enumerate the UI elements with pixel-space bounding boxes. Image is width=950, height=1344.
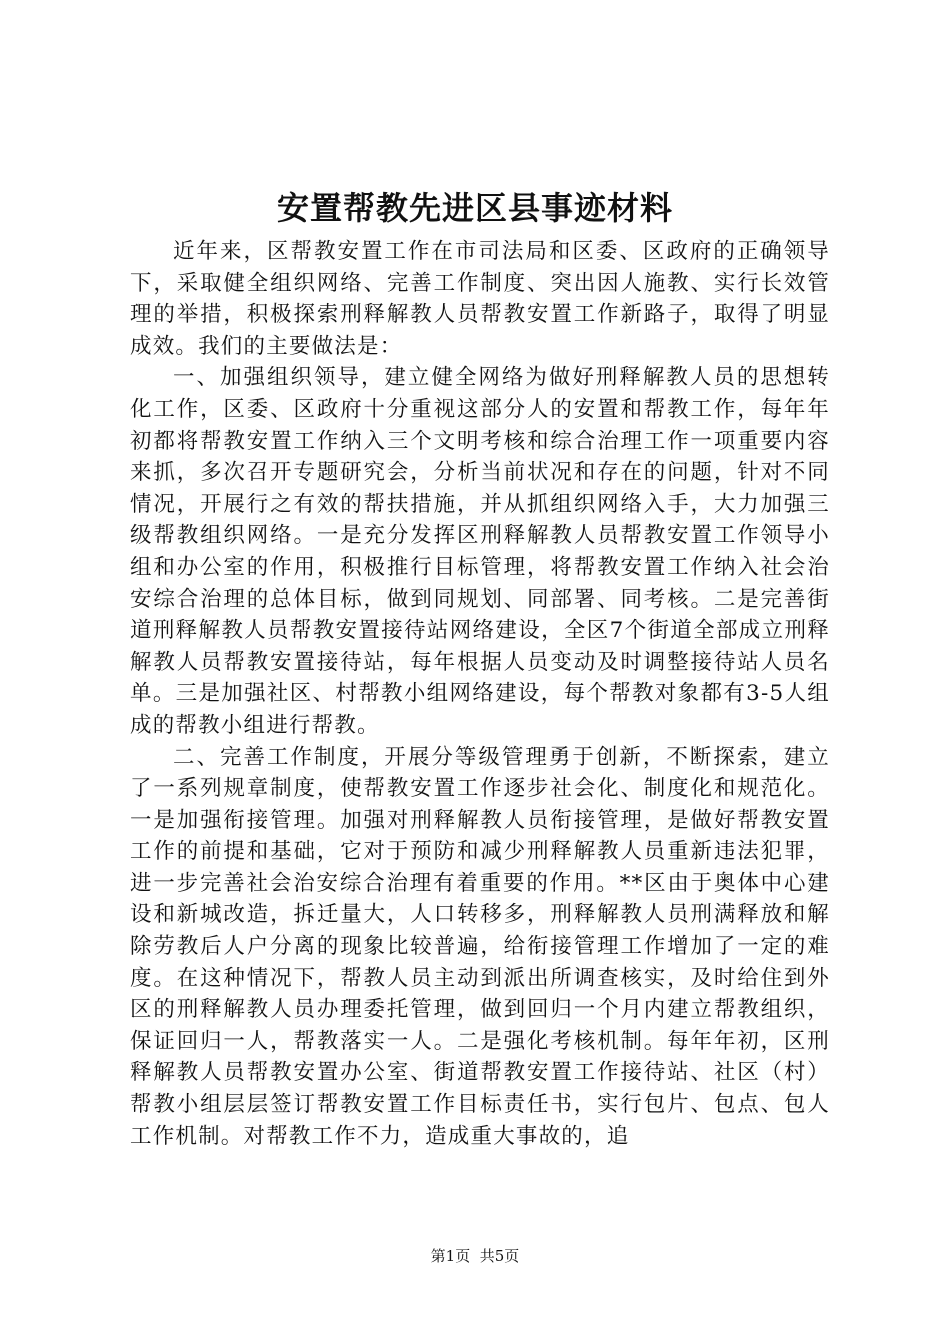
- footer-separator: [470, 1247, 480, 1265]
- document-body: [130, 236, 830, 1152]
- paragraph-intro: 近年来，区帮教安置工作在市司法局和区委、区政府的正确领导下，采取健全组织网络、完善工作制度、突出因人施教、实行长效管理的举措，积极探索刑释解教人员帮教安置工作新路子，取得了明显成效。我们的主要做法是：: [130, 239, 830, 359]
- paragraph-section-two: 二、完善工作制度，开展分等级管理勇于创新，不断探索，建立了一系列规章制度，使帮教安置工作逐步社会化、制度化和规范化。一是加强衔接管理。加强对刑释解教人员衔接管理，是做好帮教安置工作的前提和基础，它对于预防和减少刑释解教人员重新违法犯罪，进一步完善社会治安综合治理有着重要的作用。**区由于奥体中心建设和新城改造，拆迁量大，人口转移多，刑释解教人员刑满释放和解除劳教后人户分离的现象比较普遍，给衔接管理工作增加了一定的难度。在这种情况下，帮教人员主动到派出所调查核实，及时给住到外区的刑释解教人员办理委托管理，做到回归一个月内建立帮教组织，保证回归一人，帮教落实一人。二是强化考核机制。每年年初，区刑释解教人员帮教安置办公室、街道帮教安置工作接待站、社区（村）帮教小组层层签订帮教安置工作目标责任书，实行包片、包点、包人工作机制。对帮教工作不力，造成重大事故的，追: [130, 744, 830, 1149]
- document-title: 安置帮教先进区县事迹材料: [276, 189, 673, 227]
- page-number: 第1页: [430, 1247, 471, 1265]
- paragraph-section-one: 一、加强组织领导，建立健全网络为做好刑释解教人员的思想转化工作，区委、区政府十分重视这部分人的安置和帮教工作，每年年初都将帮教安置工作纳入三个文明考核和综合治理工作一项重要内容来抓，多次召开专题研究会，分析当前状况和存在的问题，针对不同情况，开展行之有效的帮扶措施，并从抓组织网络入手，大力加强三级帮教组织网络。一是充分发挥区刑释解教人员帮教安置工作领导小组和办公室的作用，积极推行目标管理，将帮教安置工作纳入社会治安综合治理的总体目标，做到同规划、同部署、同考核。二是完善街道刑释解教人员帮教安置接待站网络建设，全区7个街道全部成立刑释解教人员帮教安置接待站，每年根据人员变动及时调整接待站人员名单。三是加强社区、村帮教小组网络建设，每个帮教对象都有3-5人组成的帮教小组进行帮教。: [130, 365, 830, 738]
- page-footer: [0, 1246, 950, 1266]
- page-total: 共5页: [479, 1247, 520, 1265]
